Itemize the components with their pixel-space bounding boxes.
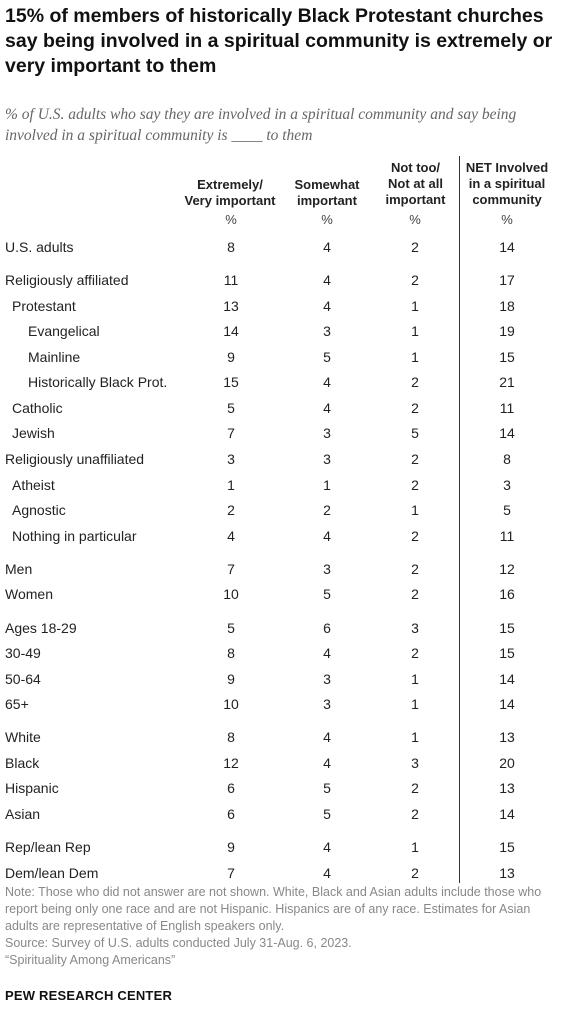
row-label: Men (5, 561, 33, 577)
cell-value: 3 (503, 477, 511, 493)
row-label: Religiously affiliated (5, 272, 129, 288)
cell-value: 11 (499, 528, 515, 544)
cell-value: 4 (323, 272, 331, 288)
table-row (0, 398, 561, 418)
row-label: Mainline (28, 349, 81, 365)
cell-value: 2 (227, 502, 235, 518)
cell-value: 14 (499, 425, 515, 441)
report-title: “Spirituality Among Americans” (5, 953, 176, 967)
cell-value: 15 (499, 645, 515, 661)
cell-value: 7 (227, 865, 235, 881)
table-row (0, 669, 561, 689)
table-row (0, 423, 561, 443)
cell-value: 3 (323, 451, 331, 467)
row-label: Jewish (12, 425, 55, 441)
cell-value: 4 (323, 374, 331, 390)
cell-value: 3 (411, 620, 419, 636)
cell-value: 4 (323, 865, 331, 881)
col-header-line: important (297, 193, 357, 208)
cell-value: 1 (411, 671, 419, 687)
cell-value: 4 (323, 755, 331, 771)
source-text: Source: Survey of U.S. adults conducted July 31-Aug. 6, 2023. (5, 936, 352, 950)
table-row (0, 778, 561, 798)
row-label: Religiously unaffiliated (5, 451, 145, 467)
cell-value: 9 (227, 671, 235, 687)
cell-value: 5 (503, 502, 511, 518)
cell-value: 14 (499, 239, 515, 255)
cell-value: 8 (227, 729, 235, 745)
cell-value: 21 (499, 374, 515, 390)
cell-value: 1 (323, 477, 331, 493)
cell-value: 1 (411, 323, 419, 339)
table-row (0, 753, 561, 773)
table-row (0, 270, 561, 290)
table-row (0, 449, 561, 469)
cell-value: 2 (411, 865, 419, 881)
cell-value: 4 (323, 528, 331, 544)
cell-value: 12 (499, 561, 515, 577)
footnote (5, 884, 557, 969)
cell-value: 13 (499, 780, 515, 796)
cell-value: 3 (411, 755, 419, 771)
cell-value: 7 (227, 561, 235, 577)
cell-value: 13 (499, 729, 515, 745)
unit-not-important: % (409, 212, 421, 227)
table-row (0, 694, 561, 714)
cell-value: 2 (411, 586, 419, 602)
col-header-line: Very important (184, 193, 276, 208)
row-label: Evangelical (28, 323, 100, 339)
cell-value: 19 (499, 323, 515, 339)
cell-value: 3 (323, 561, 331, 577)
cell-value: 2 (323, 502, 331, 518)
cell-value: 14 (499, 671, 515, 687)
cell-value: 10 (223, 696, 239, 712)
row-label: 65+ (5, 696, 29, 712)
cell-value: 3 (323, 671, 331, 687)
cell-value: 18 (499, 298, 515, 314)
cell-value: 1 (411, 502, 419, 518)
cell-value: 4 (323, 239, 331, 255)
row-label: U.S. adults (5, 239, 74, 255)
row-label: Atheist (12, 477, 55, 493)
col-header-line: Somewhat (294, 177, 360, 192)
col-header-line: Extremely/ (197, 177, 263, 192)
col-header-net-involved (459, 160, 555, 208)
unit-very-important: % (225, 212, 237, 227)
cell-value: 5 (411, 425, 419, 441)
col-header-line: community (472, 192, 542, 207)
brand-logo-text: PEW RESEARCH CENTER (5, 988, 173, 1003)
cell-value: 5 (227, 620, 235, 636)
cell-value: 3 (227, 451, 235, 467)
col-header-line: Not at all (388, 176, 443, 191)
cell-value: 14 (223, 323, 239, 339)
row-label: Nothing in particular (12, 528, 137, 544)
chart-title: 15% of members of historically Black Protestant churches say being involved in a spiritual community is extremely or very important to them (5, 5, 553, 77)
table-row (0, 296, 561, 316)
cell-value: 6 (323, 620, 331, 636)
cell-value: 12 (223, 755, 239, 771)
cell-value: 4 (323, 400, 331, 416)
table-row (0, 500, 561, 520)
cell-value: 15 (499, 349, 515, 365)
row-label: Ages 18-29 (5, 620, 77, 636)
cell-value: 13 (499, 865, 515, 881)
table-row (0, 618, 561, 638)
table-row (0, 837, 561, 857)
cell-value: 20 (499, 755, 515, 771)
cell-value: 4 (323, 729, 331, 745)
cell-value: 4 (323, 645, 331, 661)
cell-value: 2 (411, 374, 419, 390)
table-row (0, 643, 561, 663)
col-header-line: Not too/ (390, 160, 441, 175)
cell-value: 3 (323, 696, 331, 712)
row-label: Historically Black Prot. (28, 374, 168, 390)
cell-value: 11 (223, 272, 239, 288)
cell-value: 5 (323, 586, 331, 602)
row-label: Protestant (12, 298, 76, 314)
cell-value: 6 (227, 806, 235, 822)
cell-value: 7 (227, 425, 235, 441)
cell-value: 9 (227, 349, 235, 365)
table-row (0, 526, 561, 546)
row-label: Rep/lean Rep (5, 839, 91, 855)
col-header-line: in a spiritual (468, 176, 546, 191)
cell-value: 11 (499, 400, 515, 416)
table-row (0, 727, 561, 747)
table-row (0, 372, 561, 392)
row-label: 30-49 (5, 645, 41, 661)
row-label: 50-64 (5, 671, 41, 687)
col-header-very-important (170, 177, 290, 209)
cell-value: 8 (503, 451, 511, 467)
cell-value: 2 (411, 400, 419, 416)
table-row (0, 237, 561, 257)
cell-value: 9 (227, 839, 235, 855)
cell-value: 6 (227, 780, 235, 796)
cell-value: 2 (411, 780, 419, 796)
cell-value: 13 (223, 298, 239, 314)
note-text: Note: Those who did not answer are not shown. White, Black and Asian adults include those who report being only one race and are not Hispanic. Hispanics are of any race. Estimates for Asian adults are representative of English speakers only. (5, 885, 542, 933)
cell-value: 1 (411, 696, 419, 712)
cell-value: 2 (411, 477, 419, 493)
unit-net-involved: % (501, 212, 513, 227)
row-label: Dem/lean Dem (5, 865, 99, 881)
chart-subtitle: % of U.S. adults who say they are involved in a spiritual community and say being involved in a spiritual community is ____ to them (5, 106, 517, 144)
cell-value: 2 (411, 806, 419, 822)
cell-value: 5 (323, 806, 331, 822)
cell-value: 2 (411, 561, 419, 577)
table-row (0, 475, 561, 495)
table-row (0, 584, 561, 604)
row-label: Black (5, 755, 40, 771)
cell-value: 14 (499, 806, 515, 822)
cell-value: 2 (411, 645, 419, 661)
col-header-line: NET Involved (465, 160, 549, 175)
cell-value: 2 (411, 528, 419, 544)
cell-value: 1 (411, 298, 419, 314)
table-row (0, 863, 561, 883)
cell-value: 10 (223, 586, 239, 602)
row-label: Hispanic (5, 780, 59, 796)
cell-value: 1 (411, 839, 419, 855)
cell-value: 2 (411, 272, 419, 288)
cell-value: 5 (323, 780, 331, 796)
cell-value: 17 (499, 272, 515, 288)
col-header-line: important (385, 192, 446, 207)
cell-value: 8 (227, 645, 235, 661)
cell-value: 8 (227, 239, 235, 255)
cell-value: 15 (223, 374, 239, 390)
unit-somewhat-important: % (321, 212, 333, 227)
cell-value: 15 (499, 620, 515, 636)
table-row (0, 559, 561, 579)
row-label: Asian (5, 806, 41, 822)
cell-value: 1 (411, 349, 419, 365)
cell-value: 1 (227, 477, 235, 493)
cell-value: 1 (411, 729, 419, 745)
cell-value: 4 (323, 298, 331, 314)
cell-value: 5 (227, 400, 235, 416)
table-row (0, 321, 561, 341)
table-row (0, 347, 561, 367)
row-label: Catholic (12, 400, 63, 416)
col-header-somewhat-important (282, 177, 372, 209)
cell-value: 4 (227, 528, 235, 544)
col-header-not-important (373, 160, 458, 208)
cell-value: 14 (499, 696, 515, 712)
cell-value: 4 (323, 839, 331, 855)
cell-value: 15 (499, 839, 515, 855)
table-row (0, 804, 561, 824)
cell-value: 3 (323, 323, 331, 339)
cell-value: 5 (323, 349, 331, 365)
cell-value: 3 (323, 425, 331, 441)
row-label: Agnostic (12, 502, 66, 518)
cell-value: 2 (411, 239, 419, 255)
row-label: Women (5, 586, 53, 602)
cell-value: 2 (411, 451, 419, 467)
cell-value: 16 (499, 586, 515, 602)
row-label: White (5, 729, 41, 745)
